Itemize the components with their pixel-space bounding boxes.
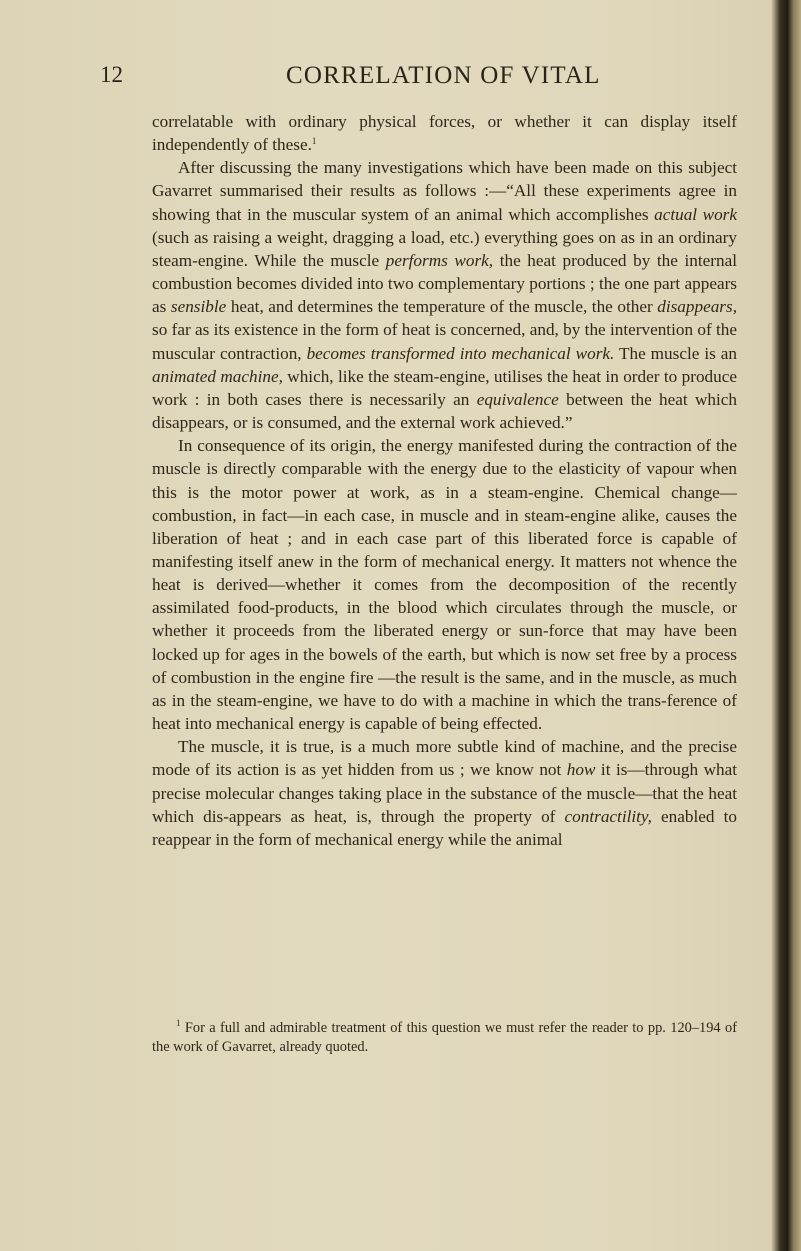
page-number: 12 xyxy=(100,62,123,87)
binding-edge xyxy=(771,0,801,1251)
paragraph-1 xyxy=(152,110,737,156)
italic-run: becomes transformed into mechanical work. xyxy=(306,343,615,363)
text-run: (such as raising a weight, dragging a load, etc.) everything goes on as in an ordinary steam-engine. While the muscle xyxy=(152,227,737,270)
text-run: so far as its existence in the form of heat is concerned, and, by the intervention of the muscular contraction, xyxy=(152,320,737,363)
paragraph-3: In consequence of its origin, the energy manifested during the contraction of the muscle is directly comparable with the energy due to the elasticity of vapour when this is the motor power at work, as in a steam-engine. Chemical change—combustion, in fact—in each case, in muscle and in steam-engine alike, causes the liberation of heat ; and in each case part of this liberated force is capable of manifesting itself anew in the form of mechanical energy. It matters not whence the heat is derived—whether it comes from the decomposition of the recently assimilated food-products, in the blood which circulates through the muscle, or whether it proceeds from the liberated energy or sun-force that may have been locked up for ages in the bowels of the earth, but which is now set free by a process of combustion in the engine fire —the result is the same, and in the muscle, as much as in the steam-engine, we have to do with a machine in which the trans-ference of heat into mechanical energy is capable of being effected. xyxy=(152,436,737,734)
footnote-text: For a full and admirable treatment of this question we must refer the reader to pp. 120–194 of the work of Gavarret, already quoted. xyxy=(152,1020,737,1055)
italic-run: sensible xyxy=(170,297,227,317)
text-run: which, like the steam-engine, utilises the heat in order to produce work : in both cases there is necessarily an xyxy=(152,366,737,409)
body-text xyxy=(152,110,737,851)
italic-run: contractility, xyxy=(564,806,652,826)
footnote xyxy=(152,1019,737,1057)
text-run: The muscle is an xyxy=(614,343,737,363)
italic-run: disappears, xyxy=(657,297,737,317)
text-run: enabled to reappear in the form of mechanical energy while the animal xyxy=(152,806,737,849)
text-run: The muscle, it is true, is a much more subtle kind of machine, and the precise mode of its action is as yet hidden from us ; we know not xyxy=(152,737,737,780)
paragraph-2 xyxy=(152,156,737,434)
paragraph-1-text: correlatable with ordinary physical forces, or whether it can display itself independently of these. xyxy=(152,112,737,155)
italic-run: equivalence xyxy=(476,389,559,409)
page-title: CORRELATION OF VITAL xyxy=(286,62,601,89)
footnote-marker: 1 xyxy=(176,1018,181,1028)
italic-run: animated machine, xyxy=(152,366,283,386)
italic-run: actual work xyxy=(654,204,737,224)
text-run: the heat produced by the internal combustion becomes divided into two complementary portions ; the one part appears as xyxy=(152,250,737,317)
text-run: heat, and determines the temperature of the muscle, the other xyxy=(226,297,658,317)
text-run: After discussing the many investigations which have been made on this subject Gavarret summarised their results as follows :—“All these experiments agree in showing that in the muscular system of an animal which accomplishes xyxy=(152,158,737,224)
paragraph-4 xyxy=(152,735,737,851)
footnote-1 xyxy=(152,1019,737,1057)
running-head xyxy=(100,62,750,98)
italic-run: performs work, xyxy=(385,250,494,270)
text-run: it is—through what precise molecular changes taking place in the substance of the muscle—that the heat which dis-appears as heat, is, through the property of xyxy=(152,760,737,826)
footnote-reference: 1 xyxy=(311,136,317,147)
text-run: between the heat which disappears, or is consumed, and the external work achieved.” xyxy=(152,389,737,433)
italic-run: how xyxy=(566,760,596,780)
